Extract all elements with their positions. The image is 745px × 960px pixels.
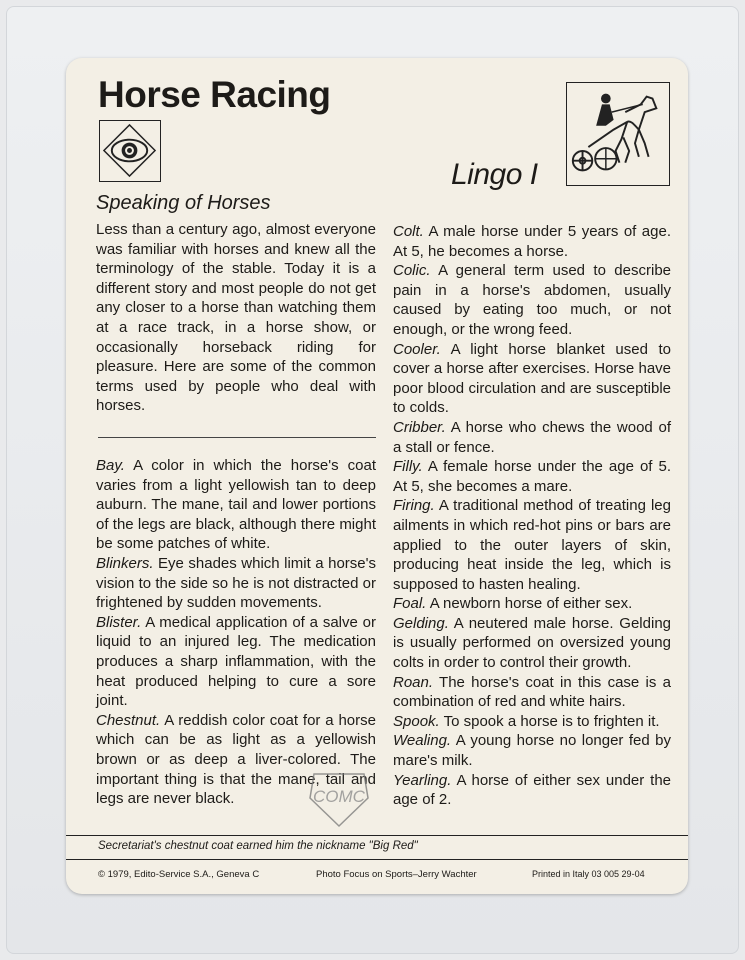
definition-term: Colt. — [393, 223, 424, 240]
definition-term: Colic. — [393, 262, 431, 280]
definition-text: To spook a horse is to frighten it. — [443, 712, 660, 730]
definition-item — [96, 613, 376, 711]
definition-text: A traditional method of treating leg ailments in which red-hot pins or bars are applied to the outer layers of skin, producing heat inside the leg, which is supposed to hasten healing. — [393, 497, 671, 593]
watermark-text: COMC — [313, 787, 365, 806]
definition-term: Filly. — [393, 458, 423, 476]
definition-text: A horse of either sex under the age of 2. — [393, 771, 672, 809]
definition-item — [393, 261, 671, 339]
definition-term: Chestnut. — [96, 711, 161, 729]
target-eye-icon — [99, 120, 161, 182]
left-definitions — [96, 456, 376, 809]
card-title: Horse Racing — [98, 74, 331, 115]
definition-text: A reddish color coat for a horse which can be as light as a yellowish brown or as deep a liver-colored. The important thing is that the mane, tail and legs are never black. — [96, 711, 376, 808]
section-title: Lingo I — [451, 158, 538, 191]
photo-caption: Secretariat's chestnut coat earned him the nickname "Big Red" — [98, 840, 418, 852]
harness-racing-icon — [566, 82, 670, 186]
definition-text: A young horse no longer fed by mare's milk. — [393, 732, 672, 770]
definition-text: A newborn horse of either sex. — [429, 595, 633, 613]
definition-term: Firing. — [393, 497, 435, 515]
definition-term: Blinkers. — [96, 554, 154, 572]
definition-term: Gelding. — [393, 614, 449, 632]
definition-item — [96, 456, 376, 554]
definition-term: Bay. — [96, 457, 125, 474]
definition-term: Spook. — [393, 712, 440, 730]
definition-term: Wealing. — [393, 732, 452, 750]
definition-term: Cribber. — [393, 418, 446, 436]
copyright: © 1979, Edito-Service S.A., Geneva C — [98, 869, 260, 880]
footer-rule — [66, 859, 688, 860]
subtitle: Speaking of Horses — [96, 192, 271, 214]
right-definitions — [393, 222, 671, 810]
definition-item — [393, 771, 671, 810]
definition-item — [393, 594, 671, 614]
definition-text: A male horse under 5 years of age. At 5, he becomes a horse. — [393, 223, 671, 260]
definition-term: Foal. — [393, 595, 427, 613]
definition-text: A medical application of a salve or liquid to an injured leg. The medication produces a sharp inflammation, with the heat produced helping to cure a sore joint. — [96, 613, 377, 710]
definition-item — [393, 614, 671, 673]
intro-paragraph: Less than a century ago, almost everyone was familiar with horses and knew all the terminology of the stable. Today it is a different story and most people do not get any closer to a horse than watching them at a race track, in a horse show, or occasionally horseback riding for pleasure. Here are some of the common terms used by people who deal with horses. — [96, 221, 376, 415]
definition-text: The horse's coat in this case is a combination of red and white hairs. — [393, 673, 671, 711]
definition-term: Cooler. — [393, 340, 441, 358]
trading-card — [66, 58, 688, 894]
definition-item — [393, 731, 671, 770]
footer-rule — [66, 835, 688, 836]
definition-item — [393, 340, 671, 418]
definition-item — [393, 496, 671, 594]
definition-text: A horse who chews the wood of a stall or fence. — [393, 418, 671, 456]
definition-text: Eye shades which limit a horse's vision to the side so he is not distracted or frightened by sudden movements. — [96, 554, 377, 612]
definition-term: Yearling. — [393, 771, 452, 789]
definition-text: A color in which the horse's coat varies from a light yellowish tan to deep auburn. The mane, tail and lower portions of the legs are black, although there might be some patches of white. — [96, 457, 377, 553]
definition-item — [393, 673, 671, 712]
definition-item — [393, 457, 671, 496]
definition-text: A neutered male horse. Gelding is usually performed on oversized young colts in order to control their growth. — [393, 614, 671, 672]
definition-text: A general term used to describe pain in a horse's abdomen, usually caused by eating too much, or not enough, or the wrong feed. — [393, 262, 672, 338]
definition-item — [393, 418, 671, 457]
comc-watermark — [284, 768, 394, 832]
divider — [98, 437, 376, 438]
photo-credit: Photo Focus on Sports–Jerry Wachter — [316, 869, 477, 880]
definition-term: Blister. — [96, 613, 142, 631]
definition-term: Roan. — [393, 673, 434, 691]
definition-text: A female horse under the age of 5. At 5, she becomes a mare. — [393, 458, 671, 495]
definition-item — [96, 554, 376, 613]
definition-item — [393, 222, 671, 261]
print-info: Printed in Italy 03 005 29-04 — [532, 869, 645, 879]
definition-text: A light horse blanket used to cover a horse after exercises. Horse have poor blood circulation and are susceptible to colds. — [393, 340, 672, 417]
definition-item — [393, 712, 671, 732]
